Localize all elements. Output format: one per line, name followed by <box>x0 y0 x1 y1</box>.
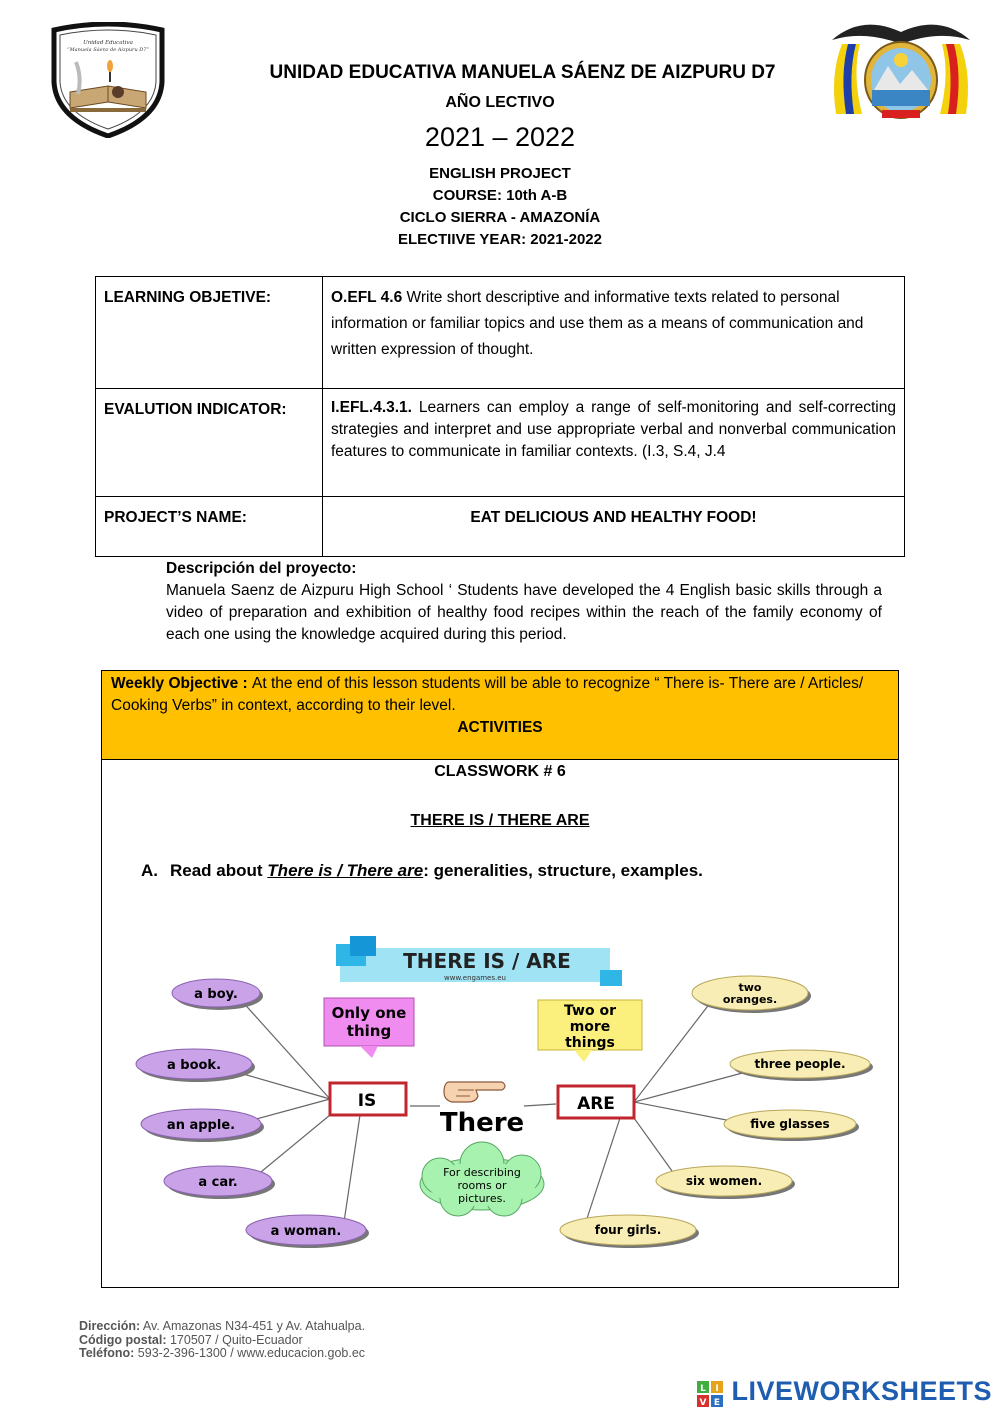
footer-postal <box>79 1334 365 1348</box>
is-example-text: a boy. <box>194 987 238 1002</box>
footer-postal-value: 170507 / Quito-Ecuador <box>166 1332 303 1347</box>
instruction-a <box>141 861 703 881</box>
classwork-subtitle: THERE IS / THERE ARE <box>410 812 590 829</box>
is-example-bubble <box>172 979 263 1010</box>
classwork-title: CLASSWORK # 6 <box>434 763 566 780</box>
cycle-heading: CICLO SIERRA - AMAZONÍA <box>399 209 601 226</box>
evaluation-indicator-label: EVALUTION INDICATOR: <box>96 389 323 497</box>
are-example-text: oranges. <box>722 993 778 1006</box>
footer-phone <box>79 1347 365 1361</box>
table-row <box>96 497 905 557</box>
are-example-bubble <box>560 1215 699 1248</box>
instruction-pre: Read about <box>170 861 268 880</box>
is-example-bubble <box>136 1049 255 1082</box>
cloud-text-line: rooms or <box>457 1179 507 1192</box>
weekly-objective-text: At the end of this lesson students will be able to recognize “ There is- There are / Articles/ Cooking Verbs” in context, according to their level. <box>111 675 864 714</box>
project-heading: ENGLISH PROJECT <box>429 165 571 182</box>
table-row <box>96 277 905 389</box>
liveworksheets-logo[interactable]: LIVEWORKSHEETS <box>731 1376 992 1406</box>
school-name: UNIDAD EDUCATIVA MANUELA SÁENZ DE AIZPURU D7 <box>269 62 776 83</box>
is-example-text: an apple. <box>166 1118 236 1133</box>
arrow-line <box>634 1070 754 1102</box>
is-example-text: a woman. <box>270 1224 342 1239</box>
project-info-table <box>95 276 905 557</box>
is-example-bubble <box>164 1166 275 1199</box>
school-year-value: 2021 – 2022 <box>424 122 576 152</box>
instruction-letter: A. <box>141 861 158 880</box>
school-year-label: AÑO LECTIVO <box>445 94 555 111</box>
project-name-label: PROJECT’S NAME: <box>96 497 323 557</box>
svg-text:E: E <box>713 1398 721 1407</box>
are-example-bubble <box>724 1110 859 1141</box>
is-note-line: Only one <box>331 1004 407 1022</box>
is-example-text: a car. <box>198 1175 238 1190</box>
weekly-objective-box <box>101 670 899 760</box>
are-note-pointer <box>574 1050 592 1062</box>
arrow-line <box>524 1104 556 1106</box>
svg-text:Unidad Educativa: Unidad Educativa <box>83 40 133 46</box>
instruction-emphasis: There is / There are <box>267 861 424 880</box>
is-note-pointer <box>360 1046 378 1058</box>
weekly-objective-label: Weekly Objective : <box>111 675 252 692</box>
are-example-text: four girls. <box>594 1223 662 1237</box>
evaluation-indicator-cell <box>323 389 905 497</box>
footer-address-label: Dirección: <box>79 1319 141 1333</box>
title-square-decoration <box>600 970 622 986</box>
evaluation-indicator-code: I.EFL.4.3.1. <box>331 399 412 416</box>
arrow-line <box>634 999 713 1102</box>
svg-text:“Manuela Sáenz de Aizpuru D7”: “Manuela Sáenz de Aizpuru D7” <box>67 47 149 53</box>
footer-phone-value: 593-2-396-1300 / www.educacion.gob.ec <box>134 1346 366 1360</box>
learning-objective-cell <box>323 277 905 389</box>
are-example-bubble <box>656 1166 795 1199</box>
diagram-title: THERE IS / ARE <box>403 949 571 973</box>
are-example-text: six women. <box>685 1174 763 1188</box>
course-heading: COURSE: 10th A-B <box>432 187 568 204</box>
are-example-text: three people. <box>754 1057 846 1071</box>
svg-text:I: I <box>715 1384 719 1394</box>
there-center-label: There <box>439 1108 525 1138</box>
there-is-are-diagram <box>110 930 890 1260</box>
are-note-line: things <box>565 1035 615 1051</box>
arrow-line <box>583 1118 620 1230</box>
are-example-text: two <box>738 981 762 994</box>
pointing-hand-icon <box>444 1082 505 1102</box>
footer-postal-label: Código postal: <box>79 1332 167 1347</box>
svg-text:L: L <box>700 1384 706 1394</box>
instruction-post: : generalities, structure, examples. <box>423 861 703 880</box>
project-description <box>166 558 882 646</box>
svg-text:V: V <box>699 1398 707 1407</box>
elective-year-heading: ELECTIIVE YEAR: 2021-2022 <box>398 231 602 248</box>
diagram-site: www.engames.eu <box>444 974 506 982</box>
footer-address-value: Av. Amazonas N34-451 y Av. Atahualpa. <box>140 1319 366 1333</box>
liveworksheets-tiles-icon <box>697 1381 723 1407</box>
learning-objective-text: Write short descriptive and informative texts related to personal information or familiar topics and use them as a means of communication and written expression of thought. <box>331 289 864 358</box>
is-example-bubble <box>246 1215 369 1248</box>
table-row <box>96 389 905 497</box>
activities-heading: ACTIVITIES <box>457 719 543 736</box>
project-name-value: EAT DELICIOUS AND HEALTHY FOOD! <box>323 497 905 557</box>
project-description-text: Manuela Saenz de Aizpuru High School ‘ Students have developed the 4 English basic skills through a video of preparation and exhibition of healthy food recipes within the reach of the family economy of each one using the knowledge acquired during this period. <box>166 582 882 643</box>
learning-objective-code: O.EFL 4.6 <box>331 289 403 306</box>
are-note-line: more <box>569 1019 611 1035</box>
evaluation-indicator-text: Learners can employ a range of self-monitoring and self-correcting strategies and interpret and use appropriate verbal and nonverbal communication features to communicate in familiar contexts. (I.3, S.4, J.4 <box>331 399 896 460</box>
is-box-label: IS <box>357 1091 377 1111</box>
arrow-line <box>240 999 330 1099</box>
arrow-line <box>343 1115 360 1230</box>
is-example-bubble <box>141 1109 264 1142</box>
are-example-text: five glasses <box>750 1117 830 1131</box>
project-description-title: Descripción del proyecto: <box>166 560 357 577</box>
are-example-bubble <box>730 1050 873 1081</box>
footer-address <box>79 1320 365 1334</box>
are-note-line: Two or <box>564 1003 616 1019</box>
are-example-bubble <box>692 976 811 1013</box>
cloud-text-line: For describing <box>443 1166 521 1179</box>
title-square-decoration <box>350 936 376 956</box>
footer-contact <box>79 1320 365 1361</box>
cloud-text-line: pictures. <box>458 1192 506 1205</box>
is-example-text: a book. <box>166 1058 222 1073</box>
learning-objective-label: LEARNING OBJETIVE: <box>96 277 323 389</box>
are-box-label: ARE <box>577 1094 615 1114</box>
footer-phone-label: Teléfono: <box>79 1346 135 1360</box>
is-note-line: thing <box>346 1022 392 1040</box>
